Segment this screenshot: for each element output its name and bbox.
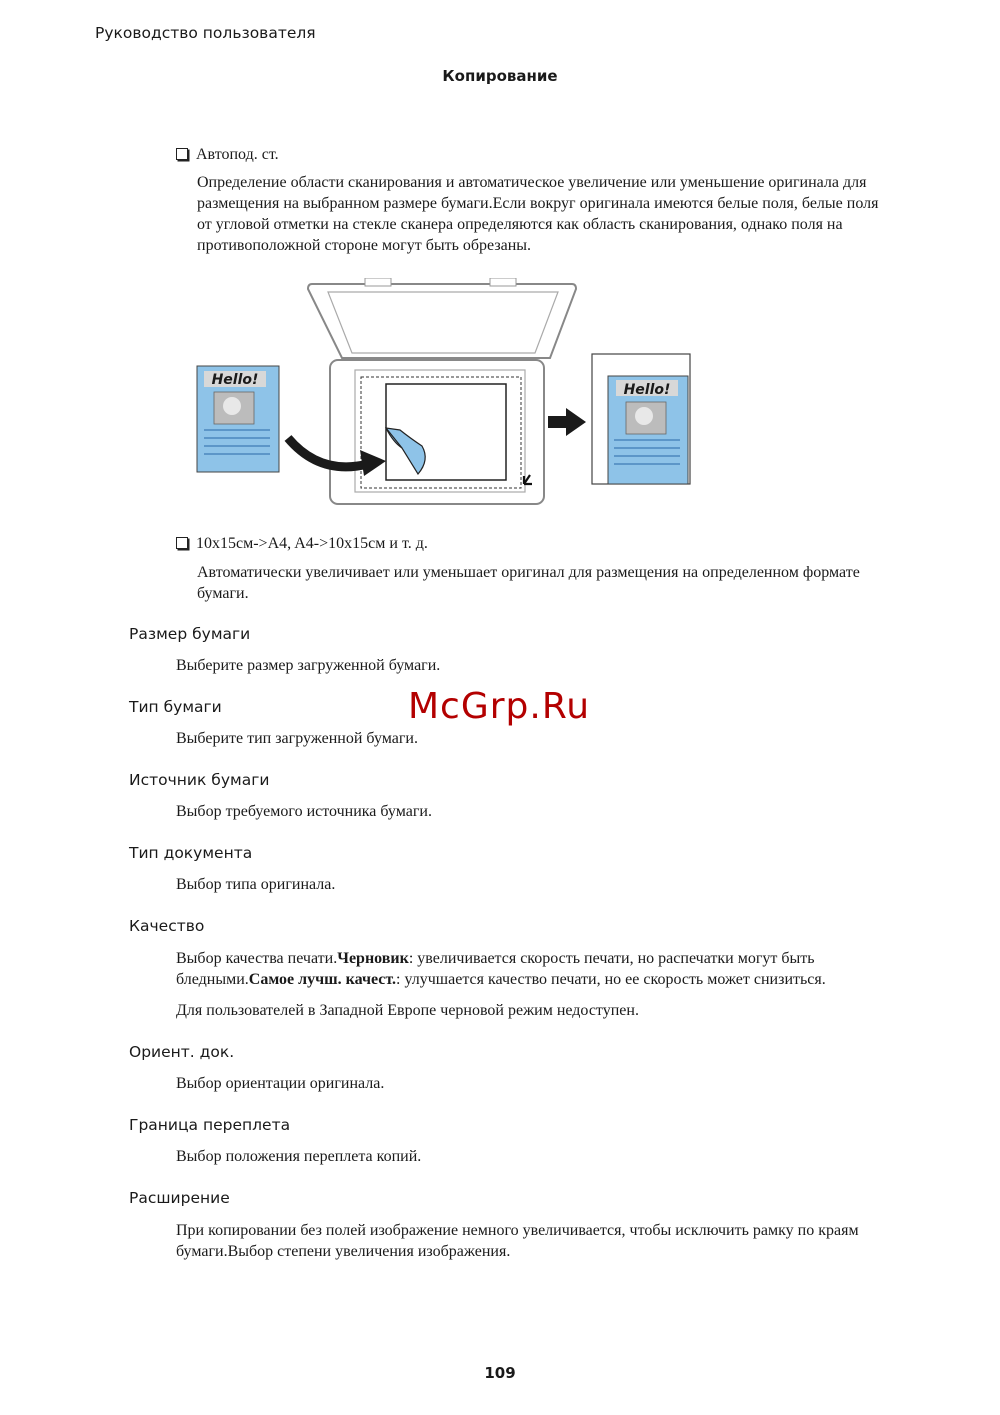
right-arrow-icon	[548, 408, 586, 436]
quality-best-label: Самое лучш. качест.	[248, 971, 397, 988]
original-document	[197, 366, 279, 472]
setting-text: Выбор типа оригинала.	[176, 876, 336, 893]
checkbox-bullet-icon	[176, 537, 188, 549]
option-label: 10x15см->A4, A4->10x15см и т. д.	[196, 535, 428, 552]
section-title: Копирование	[442, 67, 558, 85]
setting-text-quality	[176, 948, 896, 990]
quality-text-mid: : увеличивается скорость печати, но распечатки могут быть бледными.	[176, 950, 815, 988]
option-autofit	[176, 144, 279, 165]
document-title: Руководство пользователя	[95, 24, 316, 42]
option-label: Автопод. ст.	[196, 146, 279, 163]
setting-heading-quality: Качество	[129, 917, 205, 935]
setting-heading-orientation: Ориент. док.	[129, 1043, 235, 1061]
setting-text: При копировании без полей изображение немного увеличивается, чтобы исключить рамку по краям бумаги.Выбор степени увеличения изображения.	[176, 1222, 859, 1260]
quality-text-post: : улучшается качество печати, но ее скорость может снизиться.	[396, 971, 826, 988]
setting-text: Выбор требуемого источника бумаги.	[176, 803, 432, 820]
option-preset-sizes	[176, 533, 428, 554]
setting-heading-paper-size: Размер бумаги	[129, 625, 251, 643]
setting-text: Выбор ориентации оригинала.	[176, 1075, 385, 1092]
checkbox-bullet-icon	[176, 148, 188, 160]
scanner-lid	[308, 278, 576, 358]
option-description: Определение области сканирования и автоматическое увеличение или уменьшение оригинала для размещения на выбранном размере бумаги.Если вокруг оригинала имеются белые поля, белые поля от угловой отметки на стекле сканера определяются как область сканирования, однако поля на противоположной стороне могут быть обрезаны.	[197, 174, 879, 254]
watermark: McGrp.Ru	[408, 686, 591, 727]
setting-text: Выбор положения переплета копий.	[176, 1148, 422, 1165]
result-hello-text: Hello!	[623, 382, 671, 398]
page-number: 109	[484, 1364, 516, 1382]
setting-heading-document-type: Тип документа	[129, 844, 253, 862]
setting-heading-paper-type: Тип бумаги	[129, 698, 222, 716]
quality-text-pre: Выбор качества печати.	[176, 950, 338, 967]
option-description: Автоматически увеличивает или уменьшает оригинал для размещения на определенном формате бумаги.	[197, 564, 860, 602]
setting-heading-expansion: Расширение	[129, 1189, 230, 1207]
original-hello-text: Hello!	[211, 372, 259, 388]
scanner-body	[330, 360, 544, 504]
setting-text: Выберите тип загруженной бумаги.	[176, 730, 418, 747]
setting-heading-paper-source: Источник бумаги	[129, 771, 270, 789]
quality-draft-label: Черновик	[337, 950, 409, 967]
setting-text: Выберите размер загруженной бумаги.	[176, 657, 441, 674]
setting-note: Для пользователей в Западной Европе черновой режим недоступен.	[176, 1002, 639, 1019]
result-page	[592, 354, 690, 484]
setting-heading-binding-margin: Граница переплета	[129, 1116, 291, 1134]
scan-illustration	[190, 278, 700, 510]
